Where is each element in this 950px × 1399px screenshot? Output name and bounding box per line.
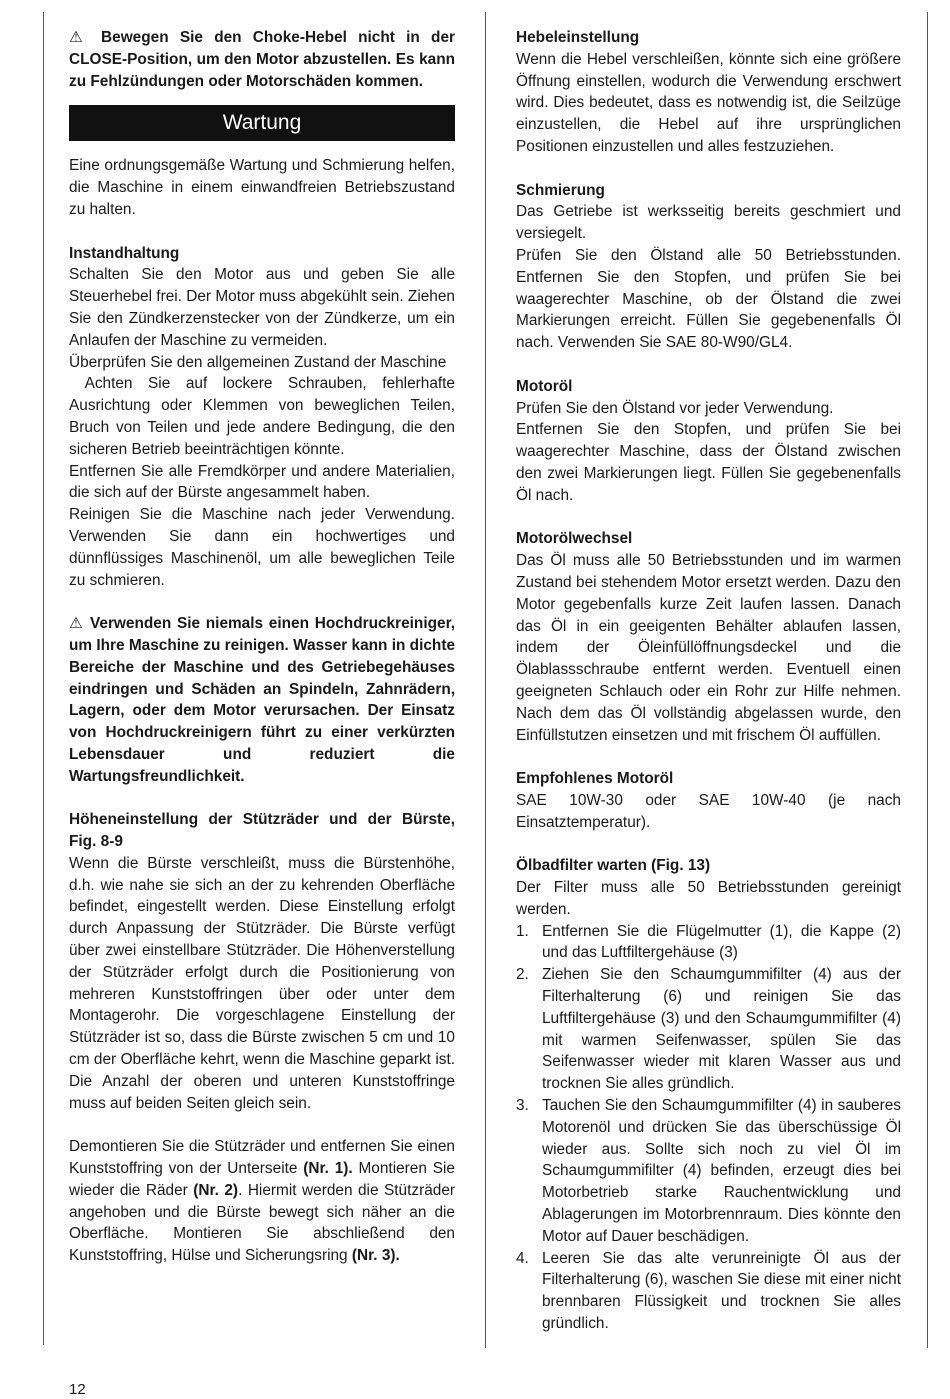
filter-heading: Ölbadfilter warten (Fig. 13) xyxy=(516,857,711,875)
list-item xyxy=(516,964,901,1095)
hoehe-text-e: . Hiermit werden die Stützräder angehoben und die Bürste bewegt sich näher an die Oberfläche. Montieren Sie abschließend den Kunststoffring, Hülse und Sicherungsring xyxy=(69,1181,455,1265)
filter-paragraph: Der Filter muss alle 50 Betriebsstunden gereinigt werden. xyxy=(516,879,901,918)
schmierung-heading: Schmierung xyxy=(516,181,605,199)
hebel-heading: Hebeleinstellung xyxy=(516,29,640,46)
oelwechsel-paragraph: Das Öl muss alle 50 Betriebsstunden und im warmen Zustand bei stehendem Motor ersetzt werden. Dazu den Motor gegebenfalls kurze Zeit laufen lassen. Danach das Öl in ein geeigenten Behälter ablaufen lassen, indem der Öleinfüllöffnungsdeckel und die Ölablassschraube entfernt werden. Eventuell einen geeigneten Schlauch oder ein Rohr zur Hilfe nehmen. Nach dem das Öl vollständig abgelassen wurde, den Einfüllstutzen einsetzen und mit frischem Öl auffüllen. xyxy=(516,552,901,744)
hochdruck-warning-text: Verwenden Sie niemals einen Hochdruckreiniger, um Ihre Maschine zu reinigen. Wasser kann in dichte Bereiche der Maschine und des Getriebegehäuses eindringen und Schäden an Spindeln, Zahnrädern, Lagern, oder dem Motor verursachen. Der Einsatz von Hochdruckreinigern führt zu einer verkürzten Lebensdauer und reduziert die Wartungsfreundlichkeit. xyxy=(69,615,455,785)
hoehe-text-a: Demontieren Sie die Stützräder und entfernen Sie einen Kunststoffring von der Unterseite xyxy=(69,1138,455,1178)
step-number: 1. xyxy=(516,922,529,940)
hebel-paragraph: Wenn die Hebel verschleißen, könnte sich eine größere Öffnung einstellen, wodurch die Verwendung erschwert wird. Dies bedeutet, dass es notwendig ist, die Seilzüge einzustellen, die Hebel auf ihre ursprünglichen Positionen einzustellen und alles festzuziehen. xyxy=(516,50,901,155)
hochdruck-warning xyxy=(69,613,455,787)
step-number: 4. xyxy=(516,1249,529,1267)
motoroel-paragraph-2: Entfernen Sie den Stopfen, und prüfen Sie bei waagerechter Maschine, dass der Ölstand zwischen den zwei Markierungen liegt. Füllen Sie gegebenenfalls Öl nach. xyxy=(516,421,901,504)
left-column xyxy=(69,27,460,1267)
warning-triangle-icon: ⚠ xyxy=(69,29,90,46)
step-text: Tauchen Sie den Schaumgummifilter (4) in sauberes Motorenöl und drücken Sie das überschüssige Öl wieder aus. Sollte sich noch zu viel Öl im Schaumgummifilter (4) befinden, erzeugt dies bei Motorbetrieb starke Rauchentwicklung und Ablagerungen im Motorbrennraum. Dies könnte den Motor auf Dauer beschädigen. xyxy=(542,1097,901,1245)
hoehe-ref-nr2: (Nr. 2) xyxy=(193,1181,239,1199)
instandhaltung-paragraph-4: Entfernen Sie alle Fremdkörper und andere Materialien, die sich auf der Bürste angesammelt haben. xyxy=(69,462,455,502)
schmierung-paragraph-2: Prüfen Sie den Ölstand alle 50 Betriebsstunden. Entfernen Sie den Stopfen, und prüfen Sie bei waagerechter Maschine, ob der Ölstand die zwei Markierungen erreicht. Füllen Sie gegebenenfalls Öl nach. Verwenden Sie SAE 80-W90/GL4. xyxy=(516,246,901,352)
right-column xyxy=(516,27,901,1335)
hoehe-ref-nr3: (Nr. 3). xyxy=(351,1247,400,1265)
wartung-intro: Eine ordnungsgemäße Wartung und Schmierung helfen, die Maschine in einem einwandfreien Betriebszustand zu halten. xyxy=(69,157,455,218)
choke-warning-text: Bewegen Sie den Choke-Hebel nicht in der CLOSE-Position, um den Motor abzustellen. Es kann zu Fehlzündungen oder Motorschäden kommen. xyxy=(69,29,455,90)
step-number: 2. xyxy=(516,966,529,984)
instandhaltung-heading: Instandhaltung xyxy=(69,244,180,262)
step-text: Ziehen Sie den Schaumgummifilter (4) aus der Filterhalterung (6) und reinigen Sie das Luftfiltergehäuse (3) und den Schaumgummifilter (4) mit warmen Seifenwasser, spülen Sie das Seifenwasser wieder mit klaren Wasser aus und trocknen Sie alles gründlich. xyxy=(542,966,901,1093)
instandhaltung-paragraph-5: Reinigen Sie die Maschine nach jeder Verwendung. Verwenden Sie dann ein hochwertiges und dünnflüssiges Maschinenöl, um alle beweglichen Teile zu schmieren. xyxy=(69,506,455,589)
empfohlen-paragraph: SAE 10W-30 oder SAE 10W-40 (je nach Einsatztemperatur). xyxy=(516,791,901,831)
step-number: 3. xyxy=(516,1097,529,1115)
instandhaltung-paragraph-1: Schalten Sie den Motor aus und geben Sie alle Steuerhebel frei. Der Motor muss abgekühlt sein. Ziehen Sie den Zündkerzenstecker von der Zündkerze, um ein Anlaufen der Maschine zu vermeiden. xyxy=(69,266,455,349)
empfohlen-heading: Empfohlenes Motoröl xyxy=(516,770,674,788)
motoroel-heading: Motoröl xyxy=(516,377,573,395)
column-divider-rule xyxy=(485,12,486,1348)
page-number: 12 xyxy=(69,1381,86,1398)
right-margin-rule xyxy=(927,12,928,1348)
hoehe-paragraph-2 xyxy=(69,1136,455,1267)
list-item xyxy=(516,921,901,965)
instandhaltung-paragraph-3: Achten Sie auf lockere Schrauben, fehlerhafte Ausrichtung oder Klemmen von beweglichen Teilen, Bruch von Teilen und jede andere Bedingung, die den sicheren Betrieb beeinträchtigen könnte. xyxy=(69,375,460,458)
section-banner-wartung: Wartung xyxy=(69,105,455,141)
list-item xyxy=(516,1248,901,1335)
left-margin-rule xyxy=(43,12,44,1345)
hoehe-text-c: Montieren Sie wieder die Räder xyxy=(69,1160,455,1199)
motoroel-paragraph-1: Prüfen Sie den Ölstand vor jeder Verwendung. xyxy=(516,399,834,417)
hoehe-ref-nr1: (Nr. 1). xyxy=(303,1160,353,1178)
warning-triangle-icon: ⚠ xyxy=(69,615,85,633)
list-item xyxy=(516,1095,901,1248)
schmierung-paragraph-1: Das Getriebe ist werksseitig bereits geschmiert und versiegelt. xyxy=(516,203,901,243)
hoehe-paragraph-1: Wenn die Bürste verschleißt, muss die Bürstenhöhe, d.h. wie nahe sie sich an der zu kehrenden Oberfläche befindet, eingestellt werden. Diese Einstellung erfolgt durch Anpassung der Stützräder. Die Bürste verfügt über zwei einstellbare Stützräder. Die Höhenverstellung der Stützräder erfolgt durch die Positionierung von mehreren Kunststoffringen über oder unter dem Montagerohr. Die vorgeschlagene Einstellung der Stützräder ist so, dass die Bürste zwischen 5 cm und 10 cm der Oberfläche kehrt, wenn die Maschine geparkt ist. Die Anzahl der oberen und unteren Kunststoffringe muss auf beiden Seiten gleich sein. xyxy=(69,854,455,1112)
oelwechsel-heading: Motorölwechsel xyxy=(516,530,633,548)
instandhaltung-paragraph-2: Überprüfen Sie den allgemeinen Zustand der Maschine xyxy=(69,353,447,371)
choke-warning xyxy=(69,27,455,92)
step-text: Entfernen Sie die Flügelmutter (1), die Kappe (2) und das Luftfiltergehäuse (3) xyxy=(542,922,901,962)
step-text: Leeren Sie das alte verunreinigte Öl aus der Filterhalterung (6), waschen Sie diese mit einer nicht brennbaren Flüssigkeit und trocknen Sie alles gründlich. xyxy=(542,1249,901,1333)
filter-steps-list xyxy=(516,921,901,1335)
hoehe-heading: Höheneinstellung der Stützräder und der Bürste, Fig. 8-9 xyxy=(69,811,455,851)
